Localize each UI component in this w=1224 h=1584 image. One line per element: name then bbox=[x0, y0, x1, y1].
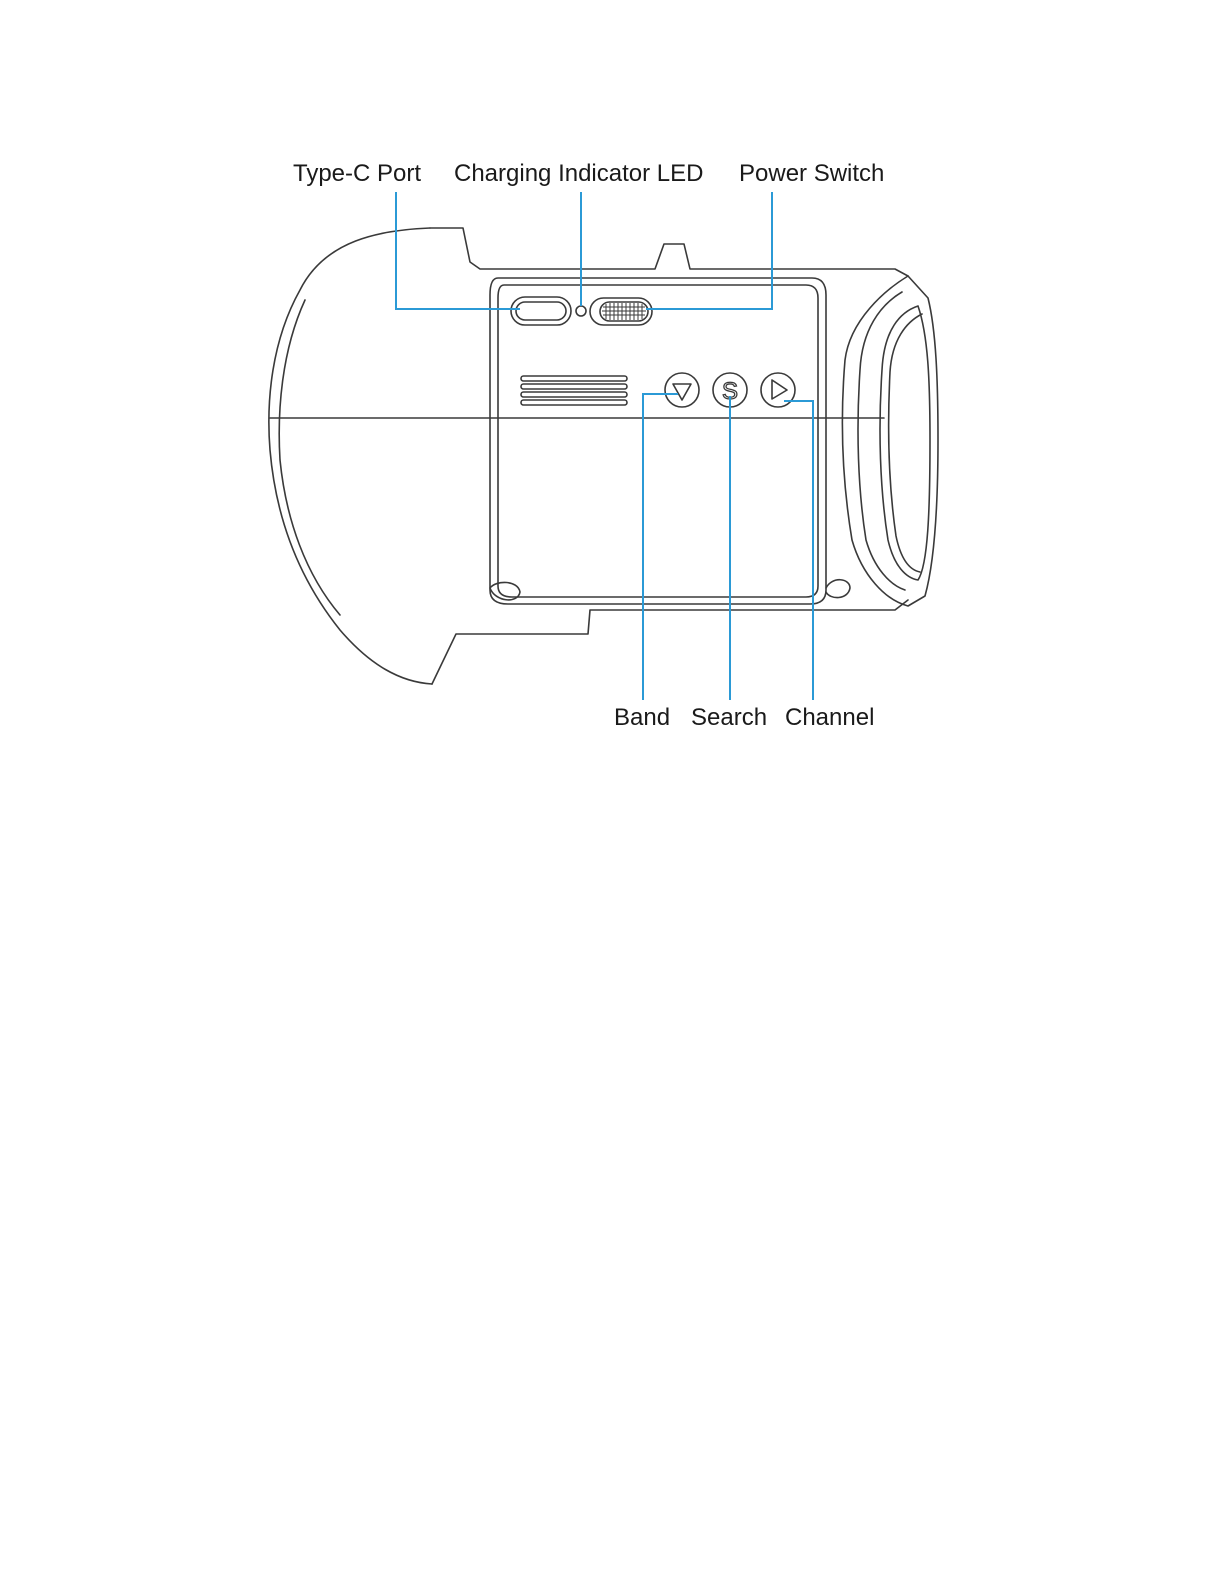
callout-line-channel bbox=[784, 401, 813, 700]
power-switch-knurl bbox=[602, 303, 646, 320]
label-type-c-port: Type-C Port bbox=[293, 160, 422, 187]
label-power-switch: Power Switch bbox=[739, 160, 885, 187]
body-bottom-outline bbox=[432, 600, 908, 684]
callout-line-type-c-port bbox=[396, 192, 520, 309]
left-shell-inner-outline bbox=[279, 300, 340, 615]
letter-s-icon: S bbox=[721, 378, 739, 405]
charging-led bbox=[576, 306, 586, 316]
callout-line-band bbox=[643, 394, 678, 700]
side-panel-outer bbox=[490, 278, 826, 604]
triangle-right-icon bbox=[772, 380, 787, 399]
side-panel-inner bbox=[498, 285, 818, 597]
label-search: Search bbox=[691, 704, 768, 731]
band-button bbox=[665, 373, 699, 407]
eyepiece-inner-lip bbox=[889, 314, 922, 572]
triangle-down-icon bbox=[673, 384, 691, 400]
screw-pad-right bbox=[826, 580, 850, 598]
label-channel: Channel bbox=[785, 704, 875, 731]
eyepiece-inner bbox=[880, 306, 930, 580]
type-c-port-inner bbox=[516, 302, 566, 320]
label-charging-indicator-led: Charging Indicator LED bbox=[454, 160, 704, 187]
body-top-outline bbox=[430, 228, 908, 276]
callout-line-power-switch bbox=[646, 192, 772, 309]
left-shell-outline bbox=[269, 228, 432, 684]
vent-grille bbox=[521, 376, 627, 405]
label-band: Band bbox=[614, 704, 671, 731]
